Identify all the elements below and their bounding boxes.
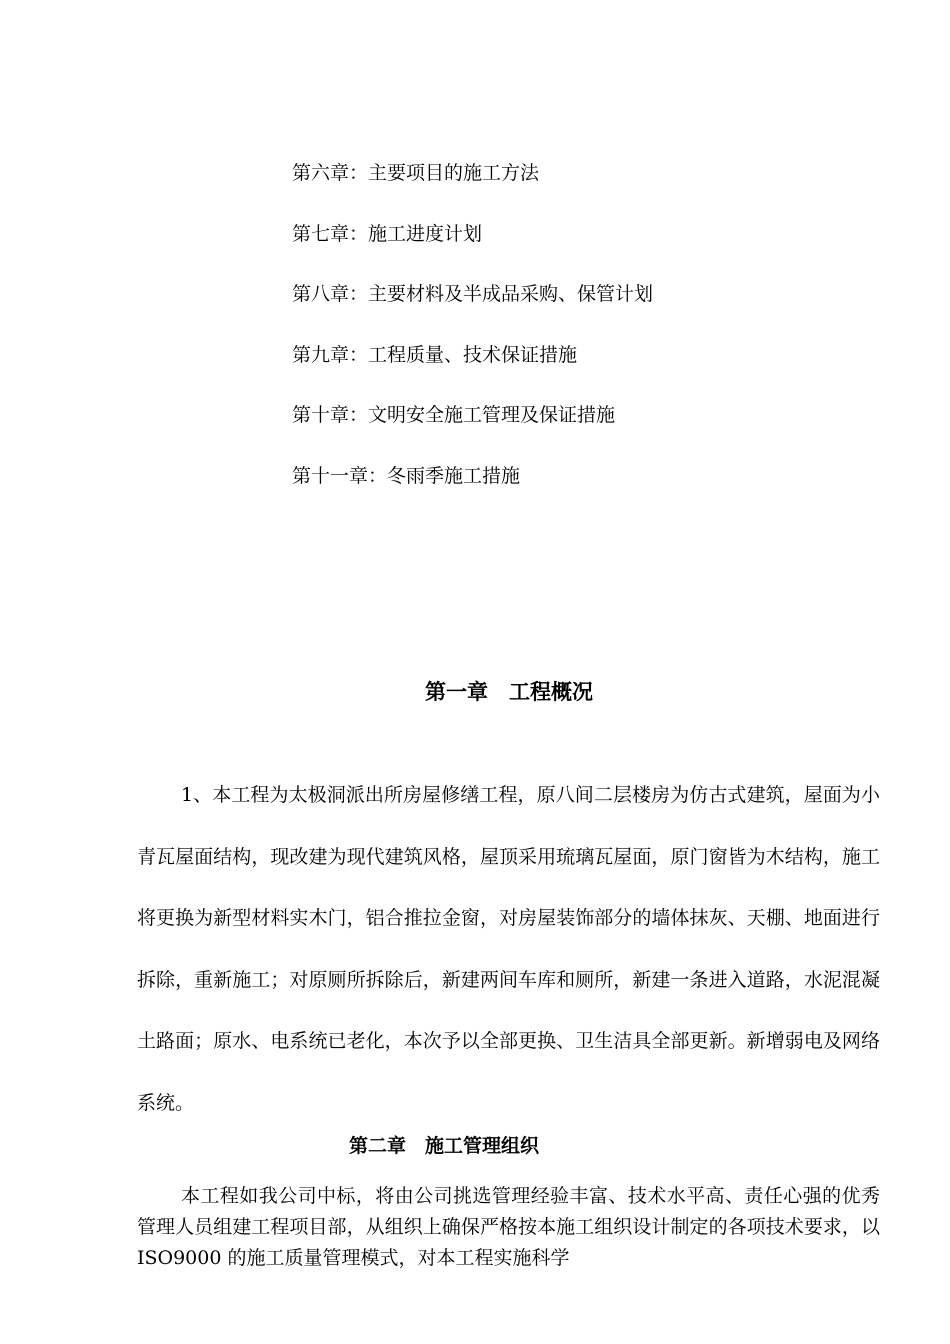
toc-entry: 第八章：主要材料及半成品采购、保管计划 (292, 283, 654, 305)
chapter-2-title: 第二章 施工管理组织 (348, 1135, 539, 1157)
toc-entry: 第九章：工程质量、技术保证措施 (292, 343, 578, 366)
chapter-2-paragraph: 本工程如我公司中标，将由公司挑选管理经验丰富、技术水平高、责任心强的优秀管理人员组建工程项目部，从组织上确保严格按本施工组织设计制定的各项技术要求，以 ISO9000 的施工质量管理模式，对本工程实施科学 (137, 1185, 880, 1269)
toc-entry: 第六章：主要项目的施工方法 (292, 162, 540, 184)
toc-entry: 第十一章：冬雨季施工措施 (292, 464, 521, 487)
toc-entry: 第十章：文明安全施工管理及保证措施 (292, 404, 616, 426)
table-of-contents (292, 157, 653, 520)
chapter-1-paragraph: 1、本工程为太极洞派出所房屋修缮工程，原八间二层楼房为仿古式建筑，屋面为小青瓦屋面结构，现改建为现代建筑风格，屋顶采用琉璃瓦屋面，原门窗皆为木结构，施工将更换为新型材料实木门，铝合推拉金窗，对房屋装饰部分的墙体抹灰、天棚、地面进行拆除，重新施工；对原厕所拆除后，新建两间车库和厕所，新建一条进入道路，水泥混凝土路面；原水、电系统已老化，本次予以全部更换、卫生洁具全部更新。新增弱电及网络系统。 (137, 784, 880, 1114)
chapter-1-title: 第一章 工程概况 (425, 679, 593, 704)
toc-entry: 第七章：施工进度计划 (292, 222, 483, 245)
